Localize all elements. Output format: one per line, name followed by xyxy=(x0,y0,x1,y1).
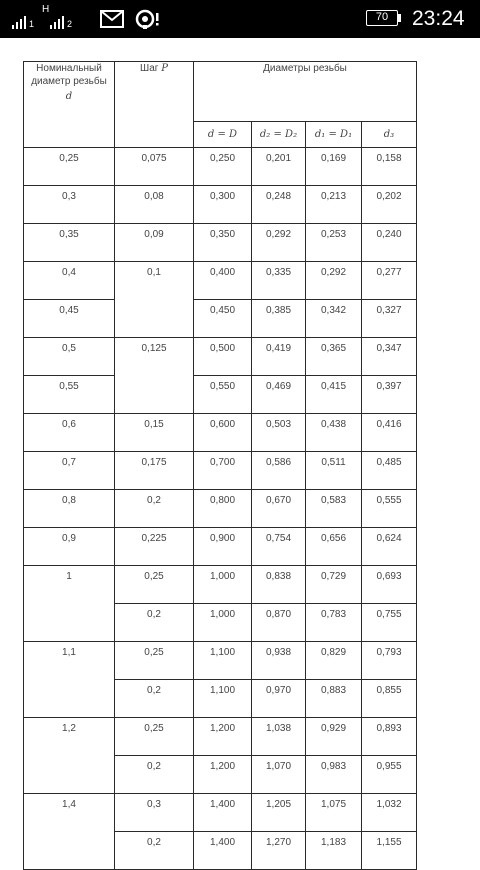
cell-d2: 0,469 xyxy=(252,376,306,414)
cell-nominal-diameter: 0,55 xyxy=(24,376,115,414)
table-row xyxy=(24,338,417,376)
cell-d3: 0,624 xyxy=(362,528,417,566)
cell-d2: 1,038 xyxy=(252,718,306,756)
cell-d3: 0,893 xyxy=(362,718,417,756)
header-nominal-diameter xyxy=(24,62,115,148)
table-row xyxy=(24,528,417,566)
cell-d: 0,400 xyxy=(194,262,252,300)
cell-d1: 0,783 xyxy=(306,604,362,642)
cell-d2: 0,248 xyxy=(252,186,306,224)
cell-d1: 0,883 xyxy=(306,680,362,718)
table-row xyxy=(24,262,417,300)
cell-d3: 0,327 xyxy=(362,300,417,338)
cell-d3: 0,485 xyxy=(362,452,417,490)
cell-step: 0,08 xyxy=(115,186,194,224)
cell-d2: 0,201 xyxy=(252,148,306,186)
cell-d1: 0,342 xyxy=(306,300,362,338)
cell-nominal-diameter: 1 xyxy=(24,566,115,642)
header-d: d = D xyxy=(194,122,252,148)
cell-d3: 0,240 xyxy=(362,224,417,262)
cell-d1: 0,829 xyxy=(306,642,362,680)
cell-d: 0,500 xyxy=(194,338,252,376)
header-step xyxy=(115,62,194,148)
cell-nominal-diameter: 1,2 xyxy=(24,718,115,794)
table-row xyxy=(24,376,417,414)
cell-d: 1,400 xyxy=(194,832,252,870)
cell-d3: 0,855 xyxy=(362,680,417,718)
battery-tip xyxy=(398,14,401,22)
header-diameters xyxy=(194,62,417,122)
cell-d2: 0,838 xyxy=(252,566,306,604)
table-row xyxy=(24,300,417,338)
cell-nominal-diameter: 0,25 xyxy=(24,148,115,186)
cell-d1: 1,183 xyxy=(306,832,362,870)
cell-d2: 0,870 xyxy=(252,604,306,642)
cell-d3: 0,955 xyxy=(362,756,417,794)
cell-d2: 1,070 xyxy=(252,756,306,794)
battery-level: 70 xyxy=(375,11,389,23)
cell-d: 0,600 xyxy=(194,414,252,452)
cell-d: 0,800 xyxy=(194,490,252,528)
header-step-label: Шаг xyxy=(140,63,159,74)
cell-step: 0,2 xyxy=(115,756,194,794)
cell-d2: 0,503 xyxy=(252,414,306,452)
cell-d1: 0,253 xyxy=(306,224,362,262)
table-row xyxy=(24,490,417,528)
thread-diameter-table xyxy=(23,61,417,870)
cell-step: 0,25 xyxy=(115,642,194,680)
cell-nominal-diameter: 0,7 xyxy=(24,452,115,490)
table-row xyxy=(24,414,417,452)
header-diameters-label: Диаметры резьбы xyxy=(263,63,347,74)
cell-d1: 0,929 xyxy=(306,718,362,756)
cell-nominal-diameter: 0,4 xyxy=(24,262,115,300)
cell-d2: 0,670 xyxy=(252,490,306,528)
cell-d1: 0,292 xyxy=(306,262,362,300)
cell-d: 1,200 xyxy=(194,718,252,756)
cell-step: 0,3 xyxy=(115,794,194,832)
signal-1-icon xyxy=(12,9,37,29)
cell-step: 0,1 xyxy=(115,262,194,338)
cell-d: 0,550 xyxy=(194,376,252,414)
cell-step: 0,125 xyxy=(115,338,194,414)
cell-d3: 0,755 xyxy=(362,604,417,642)
battery-icon xyxy=(366,10,398,26)
cell-d2: 0,754 xyxy=(252,528,306,566)
cell-nominal-diameter: 0,5 xyxy=(24,338,115,376)
cell-d1: 0,415 xyxy=(306,376,362,414)
cell-d2: 1,270 xyxy=(252,832,306,870)
header-nominal-symbol: d xyxy=(65,91,73,102)
table-row xyxy=(24,794,417,832)
cell-d: 0,250 xyxy=(194,148,252,186)
cell-d: 0,700 xyxy=(194,452,252,490)
cell-d3: 1,155 xyxy=(362,832,417,870)
cell-d: 0,450 xyxy=(194,300,252,338)
table-row xyxy=(24,186,417,224)
cell-d2: 1,205 xyxy=(252,794,306,832)
table-row xyxy=(24,452,417,490)
header-nominal-label: Номинальный диаметр резьбы xyxy=(31,63,107,87)
cell-d1: 0,583 xyxy=(306,490,362,528)
cell-d: 0,900 xyxy=(194,528,252,566)
cell-d: 1,100 xyxy=(194,642,252,680)
signal-2-label: 2 xyxy=(67,19,73,29)
header-d3: d₃ xyxy=(362,122,417,148)
cell-step: 0,2 xyxy=(115,490,194,528)
cell-nominal-diameter: 0,6 xyxy=(24,414,115,452)
cell-d1: 0,511 xyxy=(306,452,362,490)
cell-d3: 0,793 xyxy=(362,642,417,680)
table-row xyxy=(24,148,417,186)
cell-d1: 0,365 xyxy=(306,338,362,376)
cell-d1: 0,213 xyxy=(306,186,362,224)
cell-step: 0,2 xyxy=(115,680,194,718)
cell-step: 0,25 xyxy=(115,566,194,604)
cell-nominal-diameter: 0,8 xyxy=(24,490,115,528)
cell-d2: 0,419 xyxy=(252,338,306,376)
header-d2: d₂ = D₂ xyxy=(252,122,306,148)
cell-d1: 0,656 xyxy=(306,528,362,566)
cell-nominal-diameter: 0,3 xyxy=(24,186,115,224)
cell-d3: 0,416 xyxy=(362,414,417,452)
mail-icon xyxy=(100,10,124,28)
status-bar xyxy=(0,0,480,38)
table-row xyxy=(24,224,417,262)
cell-d: 0,300 xyxy=(194,186,252,224)
cell-nominal-diameter: 0,45 xyxy=(24,300,115,338)
cell-step: 0,225 xyxy=(115,528,194,566)
notification-icon xyxy=(135,9,161,29)
cell-d2: 0,385 xyxy=(252,300,306,338)
cell-step: 0,09 xyxy=(115,224,194,262)
cell-step: 0,15 xyxy=(115,414,194,452)
table-row xyxy=(24,642,417,680)
cell-step: 0,2 xyxy=(115,604,194,642)
signal-2-icon xyxy=(50,9,75,29)
cell-step: 0,25 xyxy=(115,718,194,756)
header-d1: d₁ = D₁ xyxy=(306,122,362,148)
table-row xyxy=(24,566,417,604)
cell-d: 1,400 xyxy=(194,794,252,832)
cell-nominal-diameter: 1,1 xyxy=(24,642,115,718)
cell-d3: 0,202 xyxy=(362,186,417,224)
cell-d2: 0,938 xyxy=(252,642,306,680)
cell-d3: 0,347 xyxy=(362,338,417,376)
cell-d3: 0,158 xyxy=(362,148,417,186)
cell-nominal-diameter: 0,35 xyxy=(24,224,115,262)
table-row xyxy=(24,718,417,756)
cell-d: 0,350 xyxy=(194,224,252,262)
cell-d3: 0,693 xyxy=(362,566,417,604)
cell-nominal-diameter: 1,4 xyxy=(24,794,115,870)
cell-d2: 0,586 xyxy=(252,452,306,490)
cell-d: 1,200 xyxy=(194,756,252,794)
cell-d1: 0,169 xyxy=(306,148,362,186)
cell-step: 0,2 xyxy=(115,832,194,870)
header-step-symbol: P xyxy=(161,63,168,74)
cell-d2: 0,335 xyxy=(252,262,306,300)
cell-d1: 0,729 xyxy=(306,566,362,604)
cell-d3: 1,032 xyxy=(362,794,417,832)
cell-d3: 0,555 xyxy=(362,490,417,528)
table-body xyxy=(24,148,417,870)
cell-d: 1,000 xyxy=(194,604,252,642)
cell-d1: 1,075 xyxy=(306,794,362,832)
clock: 23:24 xyxy=(412,7,465,30)
cell-d1: 0,983 xyxy=(306,756,362,794)
cell-d: 1,100 xyxy=(194,680,252,718)
cell-nominal-diameter: 0,9 xyxy=(24,528,115,566)
cell-d: 1,000 xyxy=(194,566,252,604)
cell-d1: 0,438 xyxy=(306,414,362,452)
cell-d2: 0,292 xyxy=(252,224,306,262)
signal-1-label: 1 xyxy=(29,19,35,29)
cell-step: 0,075 xyxy=(115,148,194,186)
network-type-label: H xyxy=(42,4,50,15)
cell-d2: 0,970 xyxy=(252,680,306,718)
cell-d3: 0,397 xyxy=(362,376,417,414)
cell-step: 0,175 xyxy=(115,452,194,490)
cell-d3: 0,277 xyxy=(362,262,417,300)
